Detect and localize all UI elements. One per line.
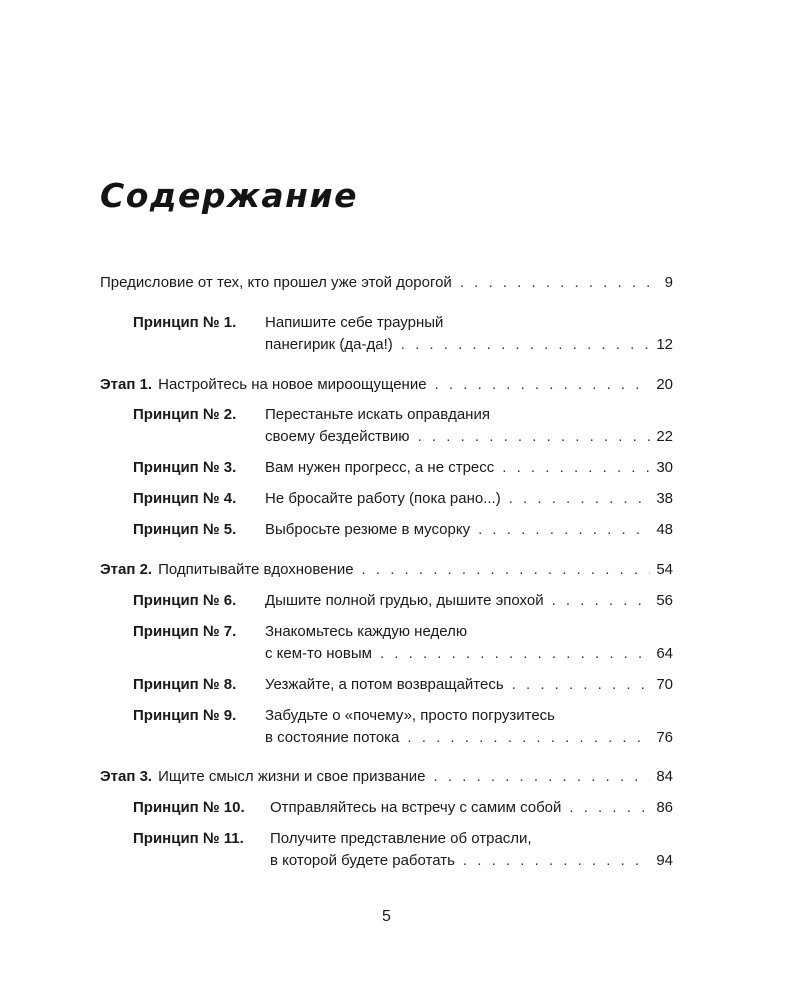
toc-page-number: 94 [656, 852, 673, 869]
dot-leader [407, 727, 650, 749]
dot-leader [512, 674, 651, 696]
toc-entry-text: Отправляйтесь на встречу с самим собой [270, 799, 562, 816]
dot-leader [502, 457, 650, 479]
toc-entry-text-line1: Получите представление об отрасли, [270, 830, 532, 847]
principle-label: Принцип № 8. [133, 676, 237, 693]
toc-entry-text-line2: в состояние потока [265, 729, 400, 746]
toc-page-number: 56 [656, 592, 673, 609]
toc-entry-principle-3[interactable] [133, 457, 673, 479]
toc-page-number: 84 [656, 768, 673, 785]
toc-entry-text: Дышите полной грудью, дышите эпохой [265, 592, 544, 609]
page-number: 5 [382, 908, 391, 925]
toc-entry-text: Вам нужен прогресс, а не стресс [265, 459, 495, 476]
toc-entry-text-line2: с кем-то новым [265, 645, 372, 662]
stage-label: Этап 1. [100, 376, 153, 393]
toc-entry-stage-1[interactable] [100, 374, 673, 396]
toc-entry-text: Выбросьте резюме в мусорку [265, 521, 471, 538]
toc-page-number: 30 [656, 459, 673, 476]
principle-label: Принцип № 2. [133, 406, 237, 423]
toc-entry-principle-7[interactable] [133, 621, 673, 662]
dot-leader [463, 850, 650, 872]
toc-entry-stage-2[interactable] [100, 559, 673, 581]
toc-entry-text: Уезжайте, а потом возвращайтесь [265, 676, 504, 693]
toc-entry-principle-8[interactable] [133, 674, 673, 696]
toc-entry-text-line1: Перестаньте искать оправдания [265, 406, 490, 423]
dot-leader [401, 334, 651, 356]
toc-page-number: 22 [656, 428, 673, 445]
principle-label: Принцип № 9. [133, 707, 237, 724]
toc-page-number: 9 [664, 274, 673, 291]
toc-page-number: 70 [656, 676, 673, 693]
principle-label: Принцип № 5. [133, 521, 237, 538]
dot-leader [418, 426, 651, 448]
toc-entry-text: Предисловие от тех, кто прошел уже этой дорогой [100, 274, 452, 291]
toc-entry-text-line1: Напишите себе траурный [265, 314, 444, 331]
page-title: Содержание [100, 176, 358, 215]
toc-entry-text-line1: Знакомьтесь каждую неделю [265, 623, 468, 640]
toc-entry-text: Не бросайте работу (пока рано...) [265, 490, 501, 507]
dot-leader [569, 797, 650, 819]
toc-entry-text: Подпитывайте вдохновение [158, 561, 354, 578]
principle-label: Принцип № 6. [133, 592, 237, 609]
dot-leader [478, 519, 650, 541]
toc-entry-principle-9[interactable] [133, 705, 673, 746]
stage-label: Этап 3. [100, 768, 153, 785]
principle-label: Принцип № 3. [133, 459, 237, 476]
toc-page-number: 54 [656, 561, 673, 578]
stage-label: Этап 2. [100, 561, 153, 578]
toc-entry-text-line2: своему бездействию [265, 428, 410, 445]
principle-label: Принцип № 1. [133, 314, 237, 331]
toc-page-number: 76 [656, 729, 673, 746]
principle-label: Принцип № 4. [133, 490, 237, 507]
toc-entry-text-line2: в которой будете работать [270, 852, 455, 869]
toc-entry-text-line1: Забудьте о «почему», просто погрузитесь [265, 707, 555, 724]
toc-entry-text-line2: панегирик (да-да!) [265, 336, 393, 353]
toc-entry-principle-2[interactable] [133, 404, 673, 445]
toc-page-number: 20 [656, 376, 673, 393]
dot-leader [434, 766, 651, 788]
dot-leader [460, 272, 659, 294]
toc-entry-stage-3[interactable] [100, 766, 673, 788]
toc-page-number: 38 [656, 490, 673, 507]
dot-leader [362, 559, 651, 581]
toc-page-number: 64 [656, 645, 673, 662]
principle-label: Принцип № 11. [133, 830, 244, 847]
toc-page-number: 86 [656, 799, 673, 816]
toc-entry-text: Ищите смысл жизни и свое призвание [158, 768, 426, 785]
dot-leader [552, 590, 651, 612]
toc-page-number: 48 [656, 521, 673, 538]
toc-entry-principle-11[interactable] [133, 828, 673, 869]
toc-entry-principle-6[interactable] [133, 590, 673, 612]
dot-leader [380, 643, 650, 665]
toc-entry-principle-1[interactable] [133, 312, 673, 353]
toc-entry-principle-10[interactable] [133, 797, 673, 819]
toc-entry-principle-5[interactable] [133, 519, 673, 541]
dot-leader [435, 374, 651, 396]
toc-page-number: 12 [656, 336, 673, 353]
principle-label: Принцип № 7. [133, 623, 237, 640]
toc-entry-preface[interactable] [100, 272, 673, 294]
principle-label: Принцип № 10. [133, 799, 245, 816]
dot-leader [509, 488, 651, 510]
toc-entry-principle-4[interactable] [133, 488, 673, 510]
toc-entry-text: Настройтесь на новое мироощущение [158, 376, 427, 393]
